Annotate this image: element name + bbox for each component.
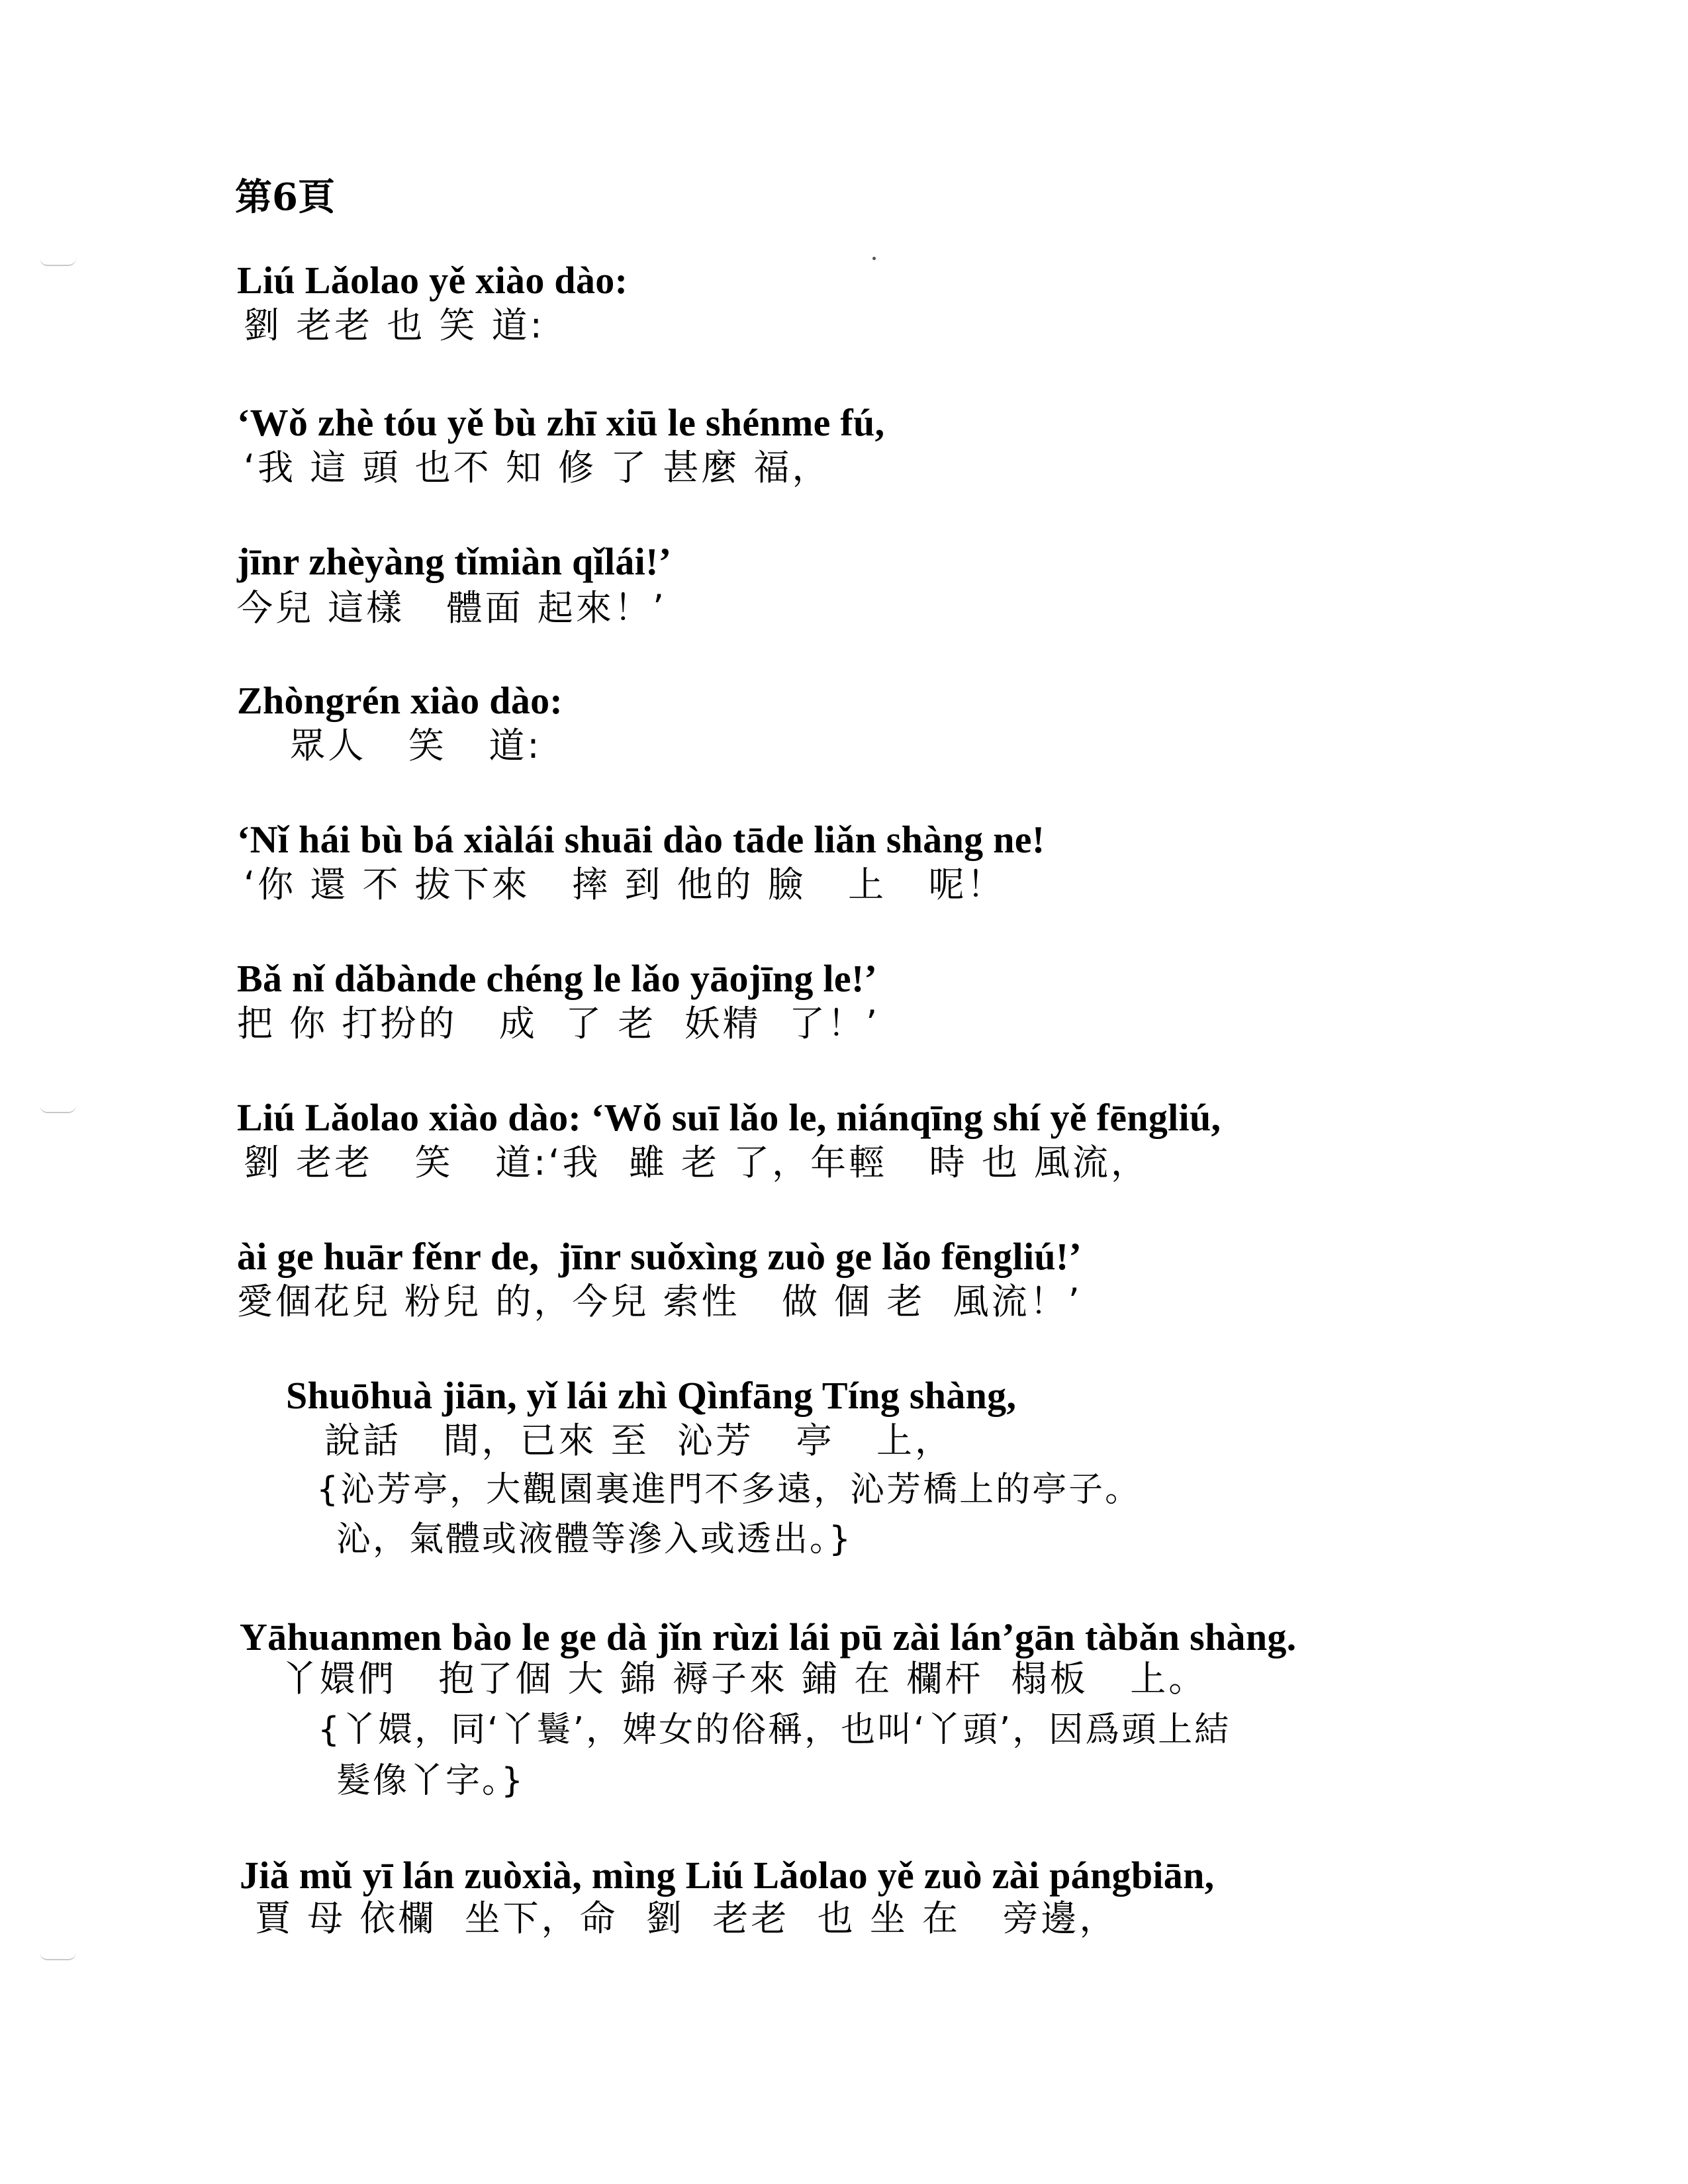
pinyin-line-7: Liú Lǎolao xiào dào: ‘Wǒ suī lǎo le, niánqīng shí yě fēngliú, (237, 1096, 1221, 1139)
hanzi-line-10: 丫嬛們 抱了個 大 錦 褥子來 鋪 在 欄杆 榻板 上。 (281, 1658, 1207, 1700)
hanzi-line-7: 劉 老老 笑 道:‘我 雖 老 了，年輕 時 也 風流， (244, 1142, 1149, 1183)
pinyin-line-2: ‘Wǒ zhè tóu yě bù zhī xiū le shénme fú, (237, 401, 885, 444)
annotation-note-2-line-1: {丫嬛，同‘丫鬟’，婢女的俗稱，也叫‘丫頭’，因爲頭上結 (318, 1710, 1231, 1750)
pinyin-line-8: ài ge huār fěnr de, jīnr suǒxìng zuò ge lǎo fēngliú!’ (237, 1235, 1082, 1278)
hanzi-line-4: 眾人 笑 道: (261, 725, 542, 766)
pinyin-line-3: jīnr zhèyàng tǐmiàn qǐlái!’ (237, 540, 672, 583)
pinyin-line-4: Zhòngrén xiào dào: (237, 679, 563, 722)
hanzi-line-5: ‘你 還 不 拔下來 摔 到 他的 臉 上 呢！ (244, 864, 1006, 905)
hanzi-line-11: 賈 母 依欄 坐下，命 劉 老老 也 坐 在 旁邊， (255, 1897, 1118, 1939)
annotation-note-1-line-2: 沁，氣體或液體等滲入或透出。} (336, 1520, 853, 1559)
hanzi-line-8: 愛個花兒 粉兒 的，今兒 索性 做 個 老 風流！’ (237, 1281, 1082, 1322)
pinyin-line-11: Jiǎ mǔ yī lán zuòxià, mìng Liú Lǎolao yě zuò zài pángbiān, (240, 1854, 1215, 1897)
pinyin-line-1: Liú Lǎolao yě xiào dào: (237, 259, 628, 302)
annotation-note-1-line-1: {沁芳亭，大觀園裏進門不多遠，沁芳橋上的亭子。 (316, 1470, 1142, 1510)
annotation-note-2-line-2: 髮像丫字。} (336, 1761, 526, 1801)
hanzi-line-2: ‘我 這 頭 也不 知 修 了 甚麼 福， (244, 447, 831, 488)
scan-edge-mark (40, 258, 76, 266)
page-title: 第6頁 (235, 175, 335, 219)
hanzi-line-6: 把 你 打扮的 成 了 老 妖精 了！’ (237, 1003, 880, 1044)
hanzi-line-3: 今兒 這樣 體面 起來！’ (237, 587, 667, 629)
scan-edge-mark (40, 1105, 76, 1113)
scan-edge-mark (40, 1952, 76, 1960)
hanzi-line-9: 說話 間，已來 至 沁芳 亭 上， (324, 1420, 953, 1461)
scan-speck (872, 257, 876, 260)
pinyin-line-10: Yāhuanmen bào le ge dà jǐn rùzi lái pū zài lán’gān tàbǎn shàng. (240, 1615, 1297, 1659)
hanzi-line-1: 劉 老老 也 笑 道: (244, 304, 545, 346)
pinyin-line-6: Bǎ nǐ dǎbànde chéng le lǎo yāojīng le!’ (237, 957, 878, 1000)
pinyin-line-5: ‘Nǐ hái bù bá xiàlái shuāi dào tāde liǎn shàng ne! (237, 818, 1045, 861)
pinyin-line-9: Shuōhuà jiān, yǐ lái zhì Qìnfāng Tíng shàng, (286, 1374, 1017, 1417)
